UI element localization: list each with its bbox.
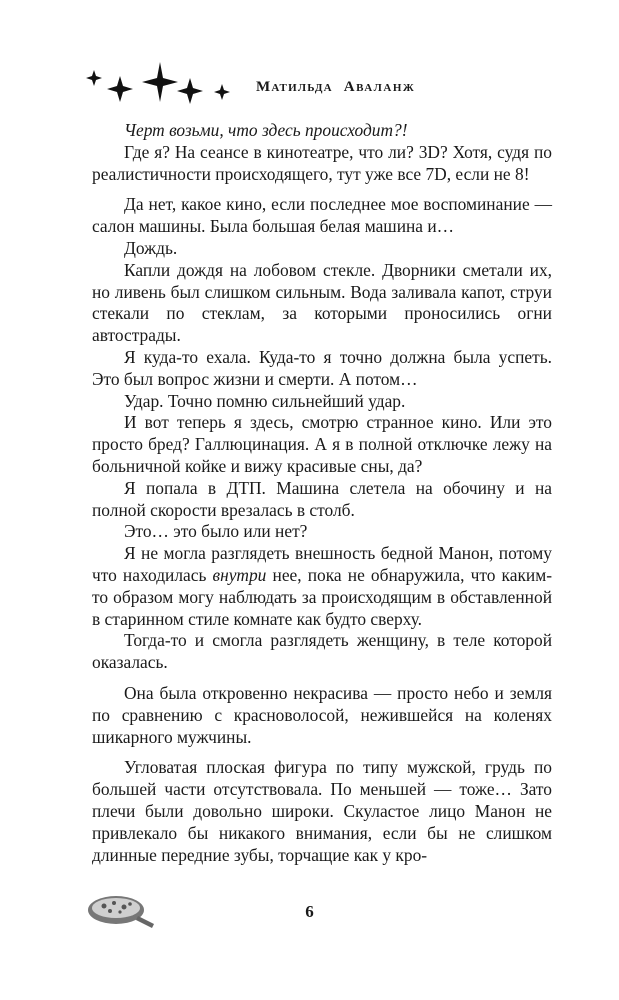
text-run: Она была откровенно некрасива — просто небо и земля по сравнению с красноволосой, нежившейся на коленях шикарного мужчины. bbox=[92, 682, 552, 747]
author-first-name: Матильда bbox=[256, 79, 333, 95]
paragraph bbox=[92, 630, 552, 674]
paragraph bbox=[92, 391, 552, 413]
text-run: Дождь. bbox=[124, 237, 178, 258]
paragraph bbox=[92, 120, 552, 142]
text-run: нее, пока не обнаружила, что каким-то образом могу наблюдать за происходящим в обставленной в старинном стиле комнате как будто сверху. bbox=[92, 564, 553, 629]
text-run: Тогда-то и смогла разглядеть женщину, в теле которой оказалась. bbox=[92, 630, 552, 673]
italic-text: внутри bbox=[212, 564, 267, 585]
text-run: Я куда-то ехала. Куда-то я точно должна была успеть. Это был вопрос жизни и смерти. А потом… bbox=[92, 346, 552, 389]
body-text bbox=[92, 120, 552, 866]
paragraph bbox=[92, 347, 552, 391]
paragraph bbox=[92, 412, 552, 477]
text-run: Я попала в ДТП. Машина слетела на обочину и на полной скорости врезалась в столб. bbox=[92, 477, 552, 520]
paragraph bbox=[92, 194, 552, 238]
italic-text: Черт возьми, что здесь происходит?! bbox=[124, 120, 408, 140]
paragraph bbox=[92, 543, 552, 630]
page-number: 6 bbox=[305, 902, 314, 921]
text-run: Это… это было или нет? bbox=[124, 521, 308, 542]
paragraph bbox=[92, 683, 552, 748]
text-run: Где я? На сеансе в кинотеатре, что ли? 3D? Хотя, судя по реалистичности происходящего, тут уже все 7D, если не 8! bbox=[92, 141, 552, 184]
paragraph bbox=[92, 478, 552, 522]
text-run: Угловатая плоская фигура по типу мужской, грудь по большей части отсутствовала. По меньшей — тоже… Зато плечи были довольно широки. Скуластое лицо Манон не привлекало бы никакого внимания, если бы не слишком длинные передние зубы, торчащие как у кро- bbox=[92, 757, 552, 865]
text-run: Я не могла разглядеть внешность бедной Манон, потому что находилась bbox=[92, 543, 552, 585]
paragraph bbox=[92, 260, 552, 347]
sparkle-stars-icon bbox=[82, 62, 232, 110]
paragraph bbox=[92, 521, 552, 543]
paragraph bbox=[92, 238, 552, 260]
running-header bbox=[82, 62, 542, 110]
text-run: Удар. Точно помню сильнейший удар. bbox=[124, 390, 406, 411]
text-run: Да нет, какое кино, если последнее мое воспоминание — салон машины. Была большая белая машина и… bbox=[92, 194, 552, 237]
paragraph bbox=[92, 142, 552, 186]
text-run: Капли дождя на лобовом стекле. Дворники сметали их, но ливень был слишком сильным. Вода заливала капот, струи стекали по стеклам, за которыми проносились огни автострады. bbox=[92, 259, 552, 346]
running-head-author bbox=[256, 79, 415, 96]
text-run: И вот теперь я здесь, смотрю странное кино. Или это просто бред? Галлюцинация. А я в полной отключке лежу на больничной койке и вижу красивые сны, да? bbox=[92, 412, 552, 476]
author-last-name: Аваланж bbox=[343, 79, 416, 95]
paragraph bbox=[92, 757, 552, 866]
